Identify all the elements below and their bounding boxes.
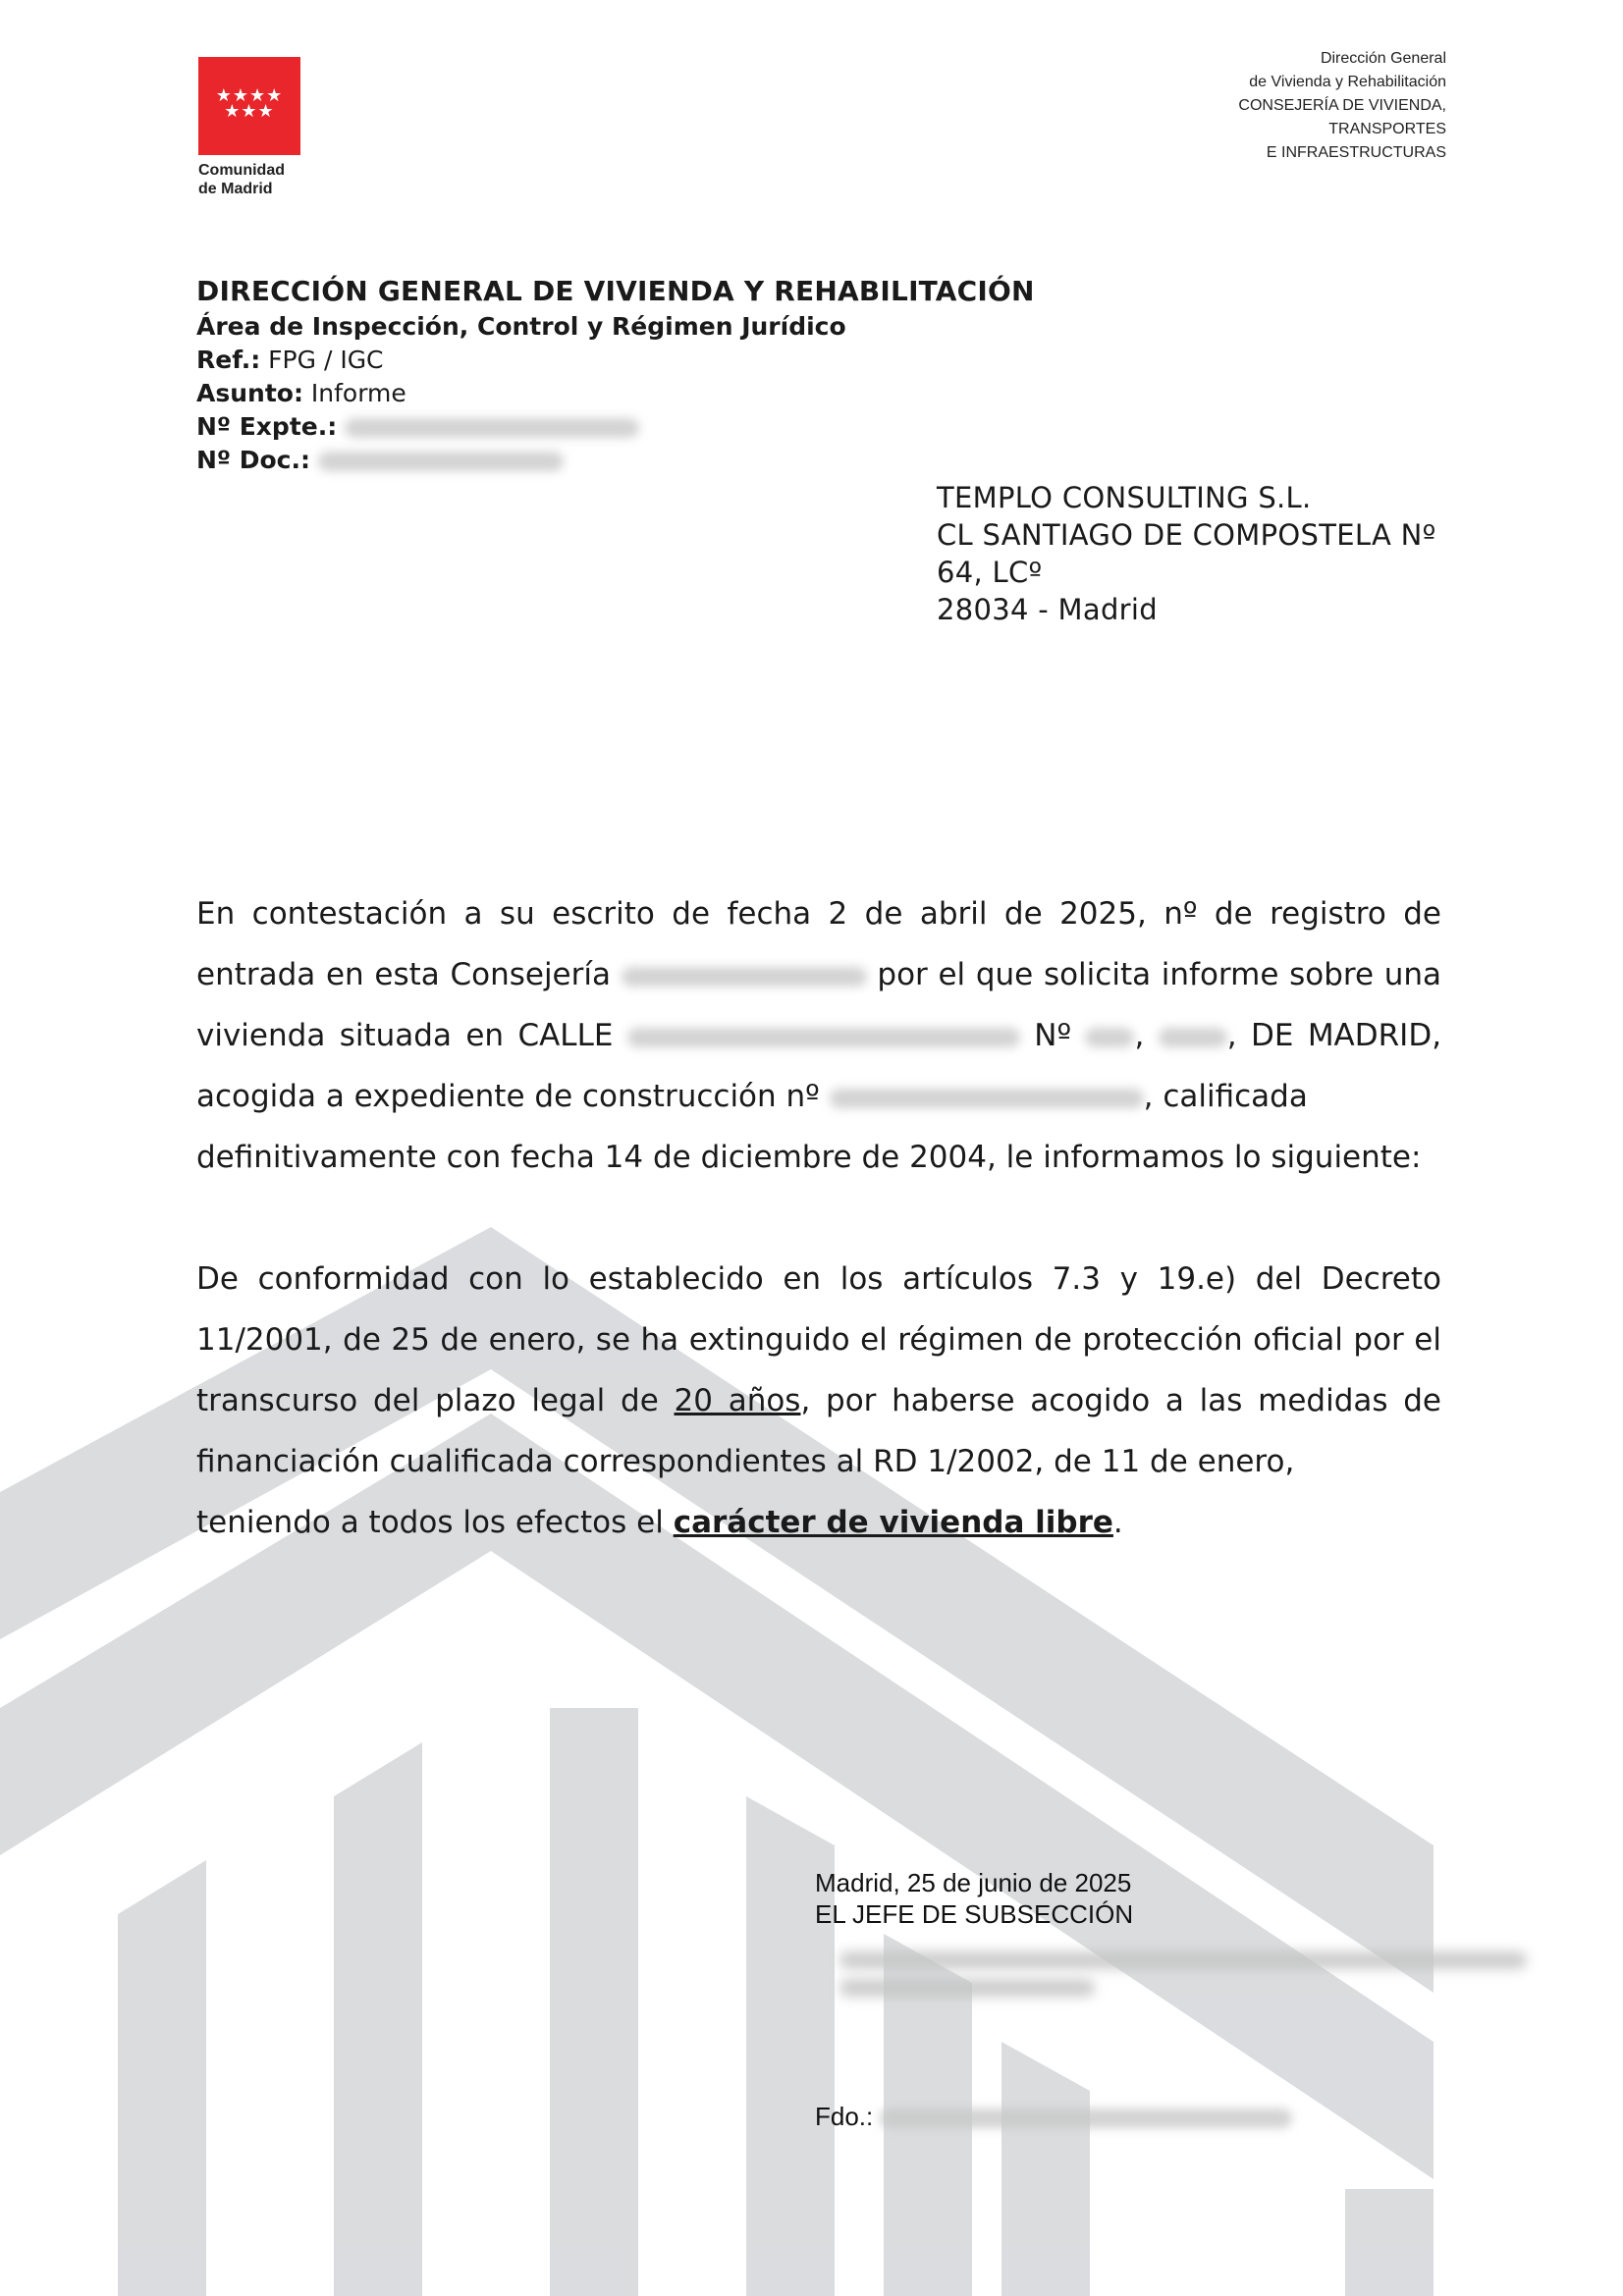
- p1-text: , calificada: [1143, 1079, 1308, 1114]
- p2-text: teniendo a todos los efectos el: [196, 1505, 664, 1540]
- ref-label: Ref.:: [196, 346, 261, 374]
- redacted-calle: [627, 1028, 1020, 1047]
- p1-text: En contestación a su escrito de fecha 2 de abril de 2025, nº de registro de entrada en esta Consejería: [196, 896, 1441, 992]
- p2-text: , por haberse acogido a las medidas de financiación cualificada correspondientes al RD 1/2002, de 11 de enero,: [196, 1383, 1441, 1479]
- department-line: CONSEJERÍA DE VIVIENDA,: [1238, 97, 1446, 114]
- address-line: CL SANTIAGO DE COMPOSTELA Nº: [937, 518, 1436, 552]
- department-line: de Vivienda y Rehabilitación: [1249, 74, 1446, 90]
- signature-date: Madrid, 25 de junio de 2025: [815, 1868, 1132, 1897]
- p1-text: , DE MADRID, acogida a expediente de construcción nº: [196, 1018, 1442, 1114]
- doc-row: [196, 444, 1080, 477]
- address-line: TEMPLO CONSULTING S.L.: [937, 481, 1312, 514]
- p2-text: .: [1112, 1505, 1123, 1540]
- p2-bold-underlined-term: carácter de vivienda libre: [673, 1505, 1113, 1540]
- p1-text: Nº: [1034, 1018, 1072, 1053]
- asunto-value: Informe: [310, 379, 406, 407]
- p2-text: De conformidad con lo establecido en los artículos 7.3 y 19.e) del Decreto 11/2001, de 25 de enero, se ha extinguido el régimen de protección oficial por el transcurso del plazo legal de: [196, 1261, 1441, 1418]
- body-paragraph-2: [196, 1249, 1441, 1553]
- redacted-signer-name: [880, 2109, 1292, 2128]
- redacted-expediente: [830, 1089, 1144, 1108]
- redacted-expte: [345, 418, 639, 438]
- expte-row: [196, 410, 1080, 444]
- department-line: Dirección General: [1320, 50, 1446, 67]
- asunto-row: [196, 377, 1080, 410]
- department-line: E INFRAESTRUCTURAS: [1266, 144, 1446, 161]
- logo-stars-icon: ★★★★ ★★★: [215, 85, 284, 122]
- signature-role: EL JEFE DE SUBSECCIÓN: [815, 1899, 1134, 1929]
- ref-row: [196, 344, 1080, 377]
- document-title: DIRECCIÓN GENERAL DE VIVIENDA Y REHABILITACIÓN: [196, 275, 1035, 307]
- address-line: 28034 - Madrid: [937, 593, 1158, 626]
- redacted-registro: [622, 967, 867, 987]
- logo-text: [198, 161, 304, 198]
- comunidad-madrid-logo: [198, 57, 304, 198]
- doc-label: Nº Doc.:: [196, 446, 310, 474]
- redacted-numero: [1085, 1028, 1134, 1047]
- p2-last-line: [196, 1492, 1441, 1553]
- area-name: Área de Inspección, Control y Régimen Jurídico: [196, 312, 846, 341]
- redacted-piso: [1159, 1028, 1227, 1047]
- asunto-label: Asunto:: [196, 379, 303, 407]
- logo-text-line1: Comunidad: [198, 162, 285, 179]
- p1-text: por el que solicita informe sobre una vivienda situada en CALLE: [196, 957, 1441, 1053]
- redacted-signature-line: [839, 1979, 1095, 1997]
- ref-value: FPG / IGC: [268, 346, 384, 374]
- expte-label: Nº Expte.:: [196, 412, 338, 441]
- p1-text: ,: [1134, 1018, 1145, 1053]
- fdo-label: Fdo.:: [815, 2102, 874, 2131]
- department-line: TRANSPORTES: [1328, 121, 1446, 137]
- document-header: [196, 273, 1080, 477]
- signature-block: [815, 1867, 1133, 1930]
- recipient-address: [937, 479, 1436, 628]
- logo-red-square: [198, 57, 300, 155]
- p1-text-last: definitivamente con fecha 14 de diciembre de 2004, le informamos lo siguiente:: [196, 1140, 1422, 1175]
- issuing-department: [1238, 47, 1446, 165]
- p2-underlined-term: 20 años: [674, 1383, 801, 1418]
- redacted-digital-signature: [839, 1951, 1527, 2006]
- address-line: 64, LCº: [937, 556, 1043, 589]
- redacted-doc: [318, 452, 564, 471]
- body-paragraph-1: [196, 883, 1441, 1188]
- redacted-signature-line: [839, 1951, 1527, 1969]
- signed-by: [815, 2101, 1292, 2132]
- logo-text-line2: de Madrid: [198, 181, 273, 197]
